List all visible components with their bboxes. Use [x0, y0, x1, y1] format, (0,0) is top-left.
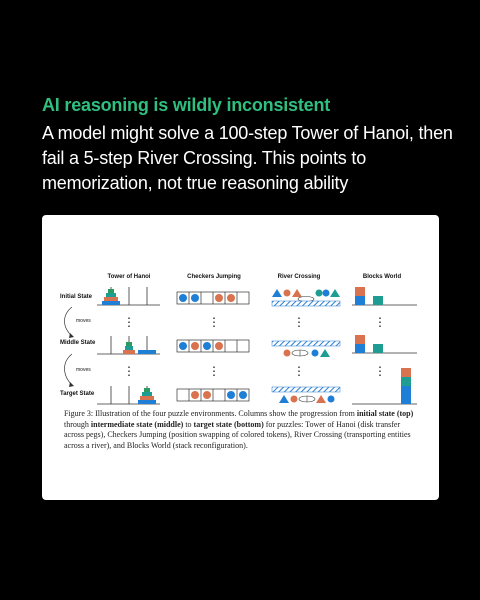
caption-bold-initial: initial state (top) — [356, 409, 414, 418]
ellipsis-river-2: ⋮ — [293, 364, 305, 378]
col-header-checkers: Checkers Jumping — [187, 274, 241, 280]
figure-caption — [64, 409, 419, 451]
caption-text-2: through — [64, 419, 91, 429]
row-label-middle: Middle State — [60, 340, 96, 346]
ellipsis-hanoi-1: ⋮ — [123, 315, 135, 329]
river-initial — [272, 289, 340, 306]
row-label-target: Target State — [60, 391, 95, 397]
headline: AI reasoning is wildly inconsistent — [42, 95, 331, 115]
moves-label-1: moves — [76, 318, 91, 324]
caption-text-3: to — [183, 419, 194, 429]
ellipsis-checkers-1: ⋮ — [208, 315, 220, 329]
ellipsis-blocks-2: ⋮ — [374, 364, 386, 378]
body-text: A model might solve a 100-step Tower of Hanoi, then fail a 5-step River Crossing. This points to memorization, not true reasoning ability — [42, 123, 453, 193]
col-header-river: River Crossing — [277, 274, 321, 280]
checkers-target — [177, 389, 249, 401]
col-header-hanoi: Tower of Hanoi — [107, 274, 151, 280]
col-header-blocks: Blocks World — [362, 274, 402, 280]
moves-arrow-2 — [65, 354, 73, 385]
river-middle — [272, 341, 340, 357]
moves-arrow-1 — [65, 307, 73, 336]
moves-label-2: moves — [76, 367, 91, 373]
ellipsis-blocks-1: ⋮ — [374, 315, 386, 329]
caption-bold-intermediate: intermediate state (middle) — [90, 419, 184, 429]
blocks-initial — [352, 287, 417, 305]
ellipsis-hanoi-2: ⋮ — [123, 364, 135, 378]
figure-card — [42, 215, 439, 500]
hanoi-initial — [97, 287, 160, 305]
checkers-initial — [177, 292, 249, 304]
caption-bold-target: target state (bottom) — [193, 419, 264, 429]
puzzle-figure — [42, 215, 439, 500]
river-target — [272, 387, 340, 403]
ellipsis-checkers-2: ⋮ — [208, 364, 220, 378]
blocks-middle — [352, 335, 417, 353]
row-label-initial: Initial State — [60, 294, 93, 300]
ellipsis-river-1: ⋮ — [293, 315, 305, 329]
checkers-middle — [177, 340, 249, 352]
caption-text-1: Figure 3: Illustration of the four puzzle environments. Columns show the progression from — [64, 409, 357, 418]
hanoi-target — [97, 386, 160, 404]
hanoi-middle — [97, 336, 160, 354]
caption-text-4: for puzzles: Tower of Hanoi (disk transfer across pegs), Checkers Jumping (position swapping of colored tokens), River Crossing (transporting entities across a river), and Blocks World (stack reconfiguration). — [64, 419, 411, 450]
